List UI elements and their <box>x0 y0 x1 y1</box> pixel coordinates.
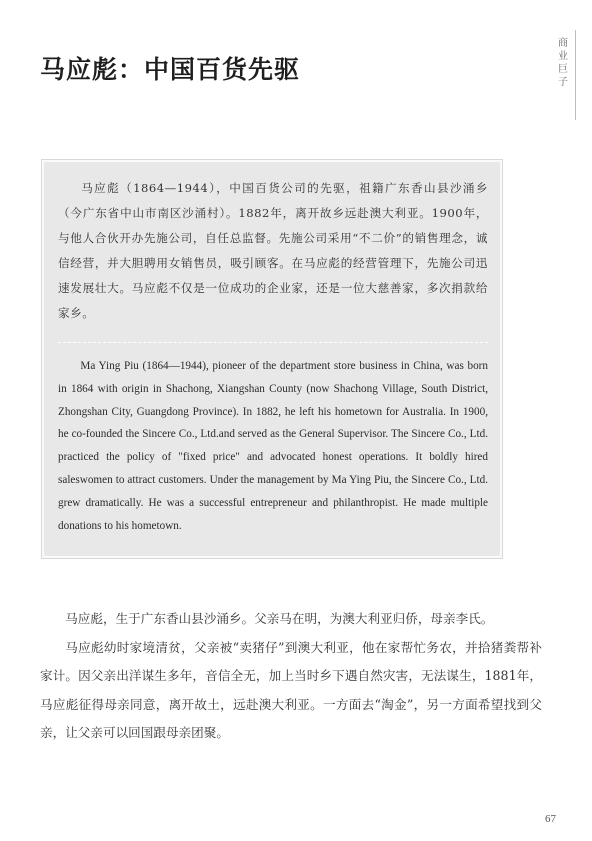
summary-english: Ma Ying Piu (1864—1944), pioneer of the department store business in China, was born in 1864 with origin in Shachong, Xiangshan County (now Shachong Village, South District, Zhongshan City, Guangdong Province). In 1882, he left his hometown for Australia. In 1900, he co-founded the Sincere Co., Ltd.and served as the General Supervisor. The Sincere Co., Ltd. practiced the policy of "fixed price" and advocated honest operations. It boldly hired saleswomen to attract customers. Under the management by Ma Ying Piu, the Sincere Co., Ltd. grew dramatically. He was a successful entrepreneur and philanthropist. He made multiple donations to his hometown. <box>58 360 488 532</box>
body-paragraph-2: 马应彪幼时家境清贫，父亲被“卖猪仔”到澳大利亚，他在家帮忙务农，并拾猪粪帮补家计。因父亲出洋谋生多年，音信全无，加上当时乡下遇自然灾害，无法谋生，1881年，马应彪征得母亲同意，离开故土，远赴澳大利亚。一方面去“淘金”，另一方面希望找到父亲，让父亲可以回国跟母亲团聚。 <box>40 639 542 741</box>
header-divider <box>575 30 576 120</box>
running-header-label: 商业巨子 <box>558 38 568 88</box>
body-paragraph-1: 马应彪，生于广东香山县沙涌乡。父亲马在明，为澳大利亚归侨，母亲李氏。 <box>65 611 494 626</box>
summary-divider <box>58 342 488 343</box>
summary-chinese: 马应彪（1864—1944），中国百货公司的先驱，祖籍广东香山县沙涌乡（今广东省中山市南区沙涌村）。1882年，离开故乡远赴澳大利亚。1900年，与他人合伙开办先施公司，自任总监督。先施公司采用“不二价”的销售理念，诚信经营，并大胆聘用女销售员，吸引顾客。在马应彪的经营管理下，先施公司迅速发展壮大。马应彪不仅是一位成功的企业家，还是一位大慈善家，多次捐款给家乡。 <box>58 181 488 320</box>
page-title: 马应彪：中国百货先驱 <box>40 54 301 84</box>
biography-summary-box <box>42 160 502 558</box>
page-number: 67 <box>545 813 556 825</box>
main-body-text <box>40 605 542 748</box>
